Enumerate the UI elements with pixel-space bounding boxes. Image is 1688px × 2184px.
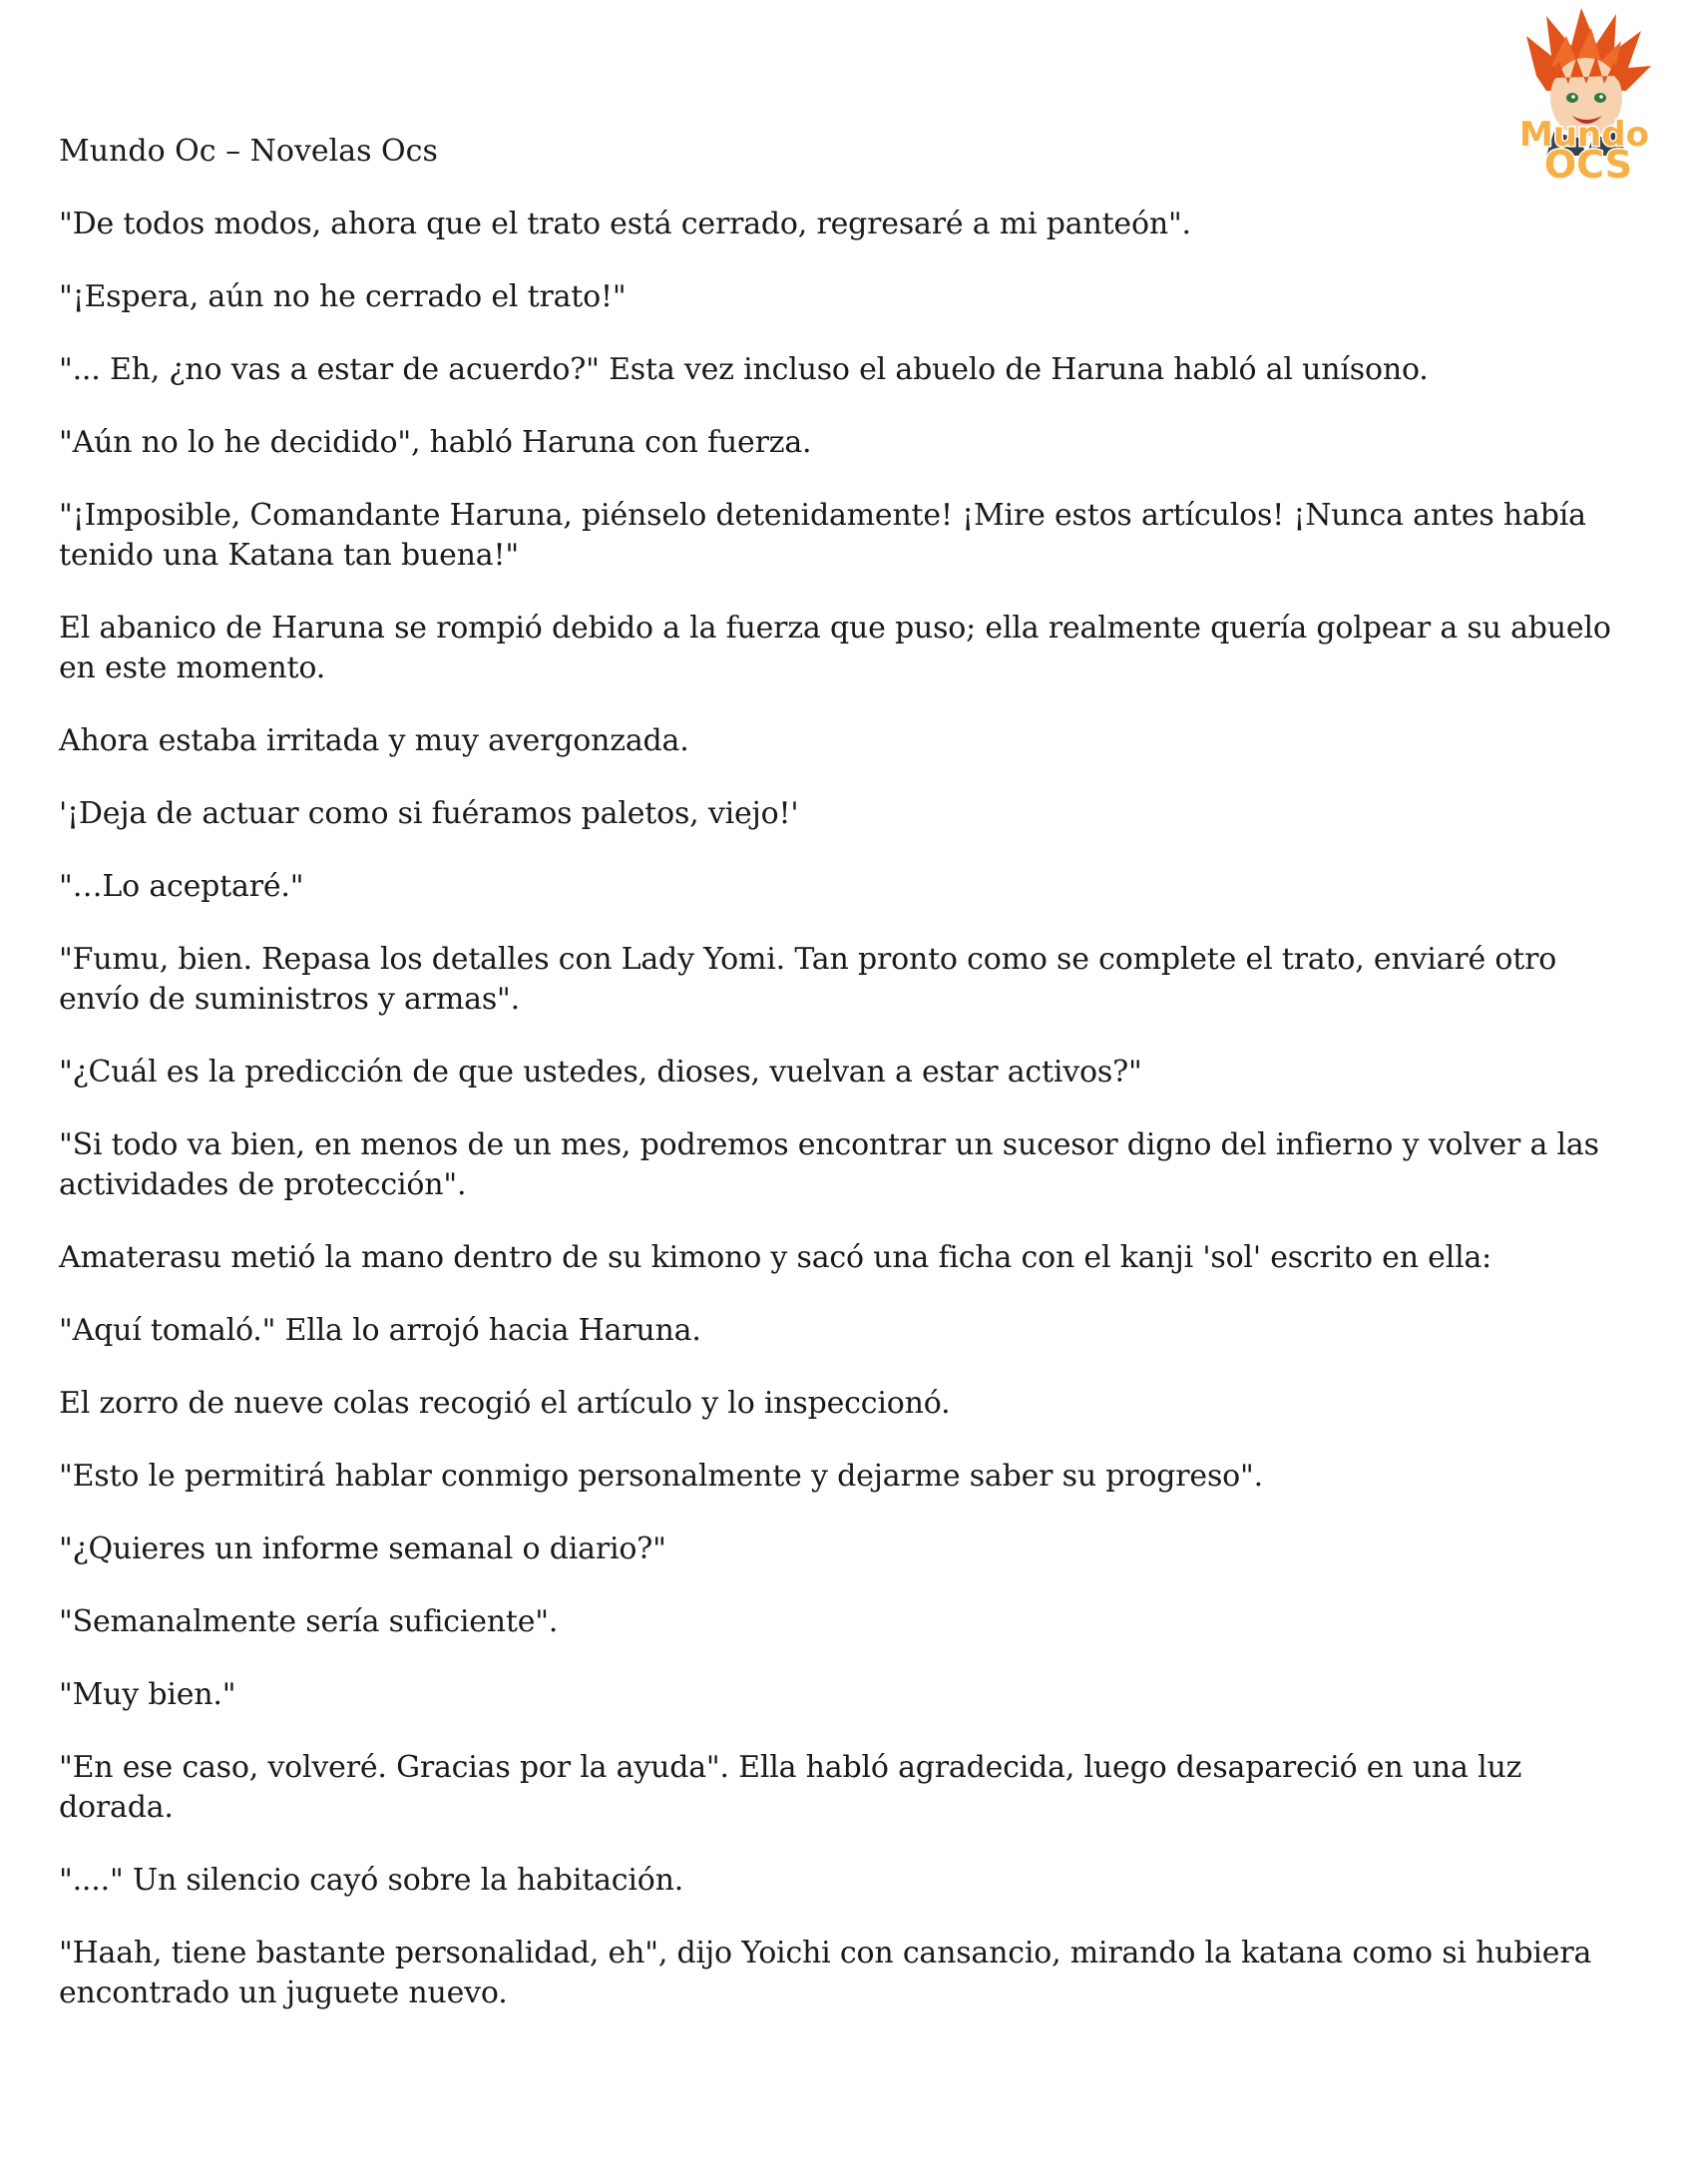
paragraph: "¿Cuál es la predicción de que ustedes, dioses, vuelvan a estar activos?": [59, 1055, 1142, 1090]
paragraph: El abanico de Haruna se rompió debido a la fuerza que puso; ella realmente quería golpear a su abuelo en este momento.: [59, 611, 1611, 685]
logo-text-mundo: Mundo: [1519, 115, 1649, 155]
paragraph: '¡Deja de actuar como si fuéramos paletos, viejo!': [59, 796, 799, 831]
paragraph: Amaterasu metió la mano dentro de su kimono y sacó una ficha con el kanji 'sol' escrito en ella:: [59, 1240, 1492, 1275]
mascot-logo-icon: [1496, 6, 1672, 186]
paragraph: "Si todo va bien, en menos de un mes, podremos encontrar un sucesor digno del infierno y volver a las actividades de protección".: [59, 1127, 1599, 1202]
document-body: [59, 205, 1635, 2046]
paragraph: "Haah, tiene bastante personalidad, eh", dijo Yoichi con cansancio, mirando la katana como si hubiera encontrado un juguete nuevo.: [59, 1936, 1592, 2010]
paragraph: "¡Espera, aún no he cerrado el trato!": [59, 279, 627, 314]
paragraph: "Fumu, bien. Repasa los detalles con Lady Yomi. Tan pronto como se complete el trato, enviaré otro envío de suministros y armas".: [59, 942, 1557, 1017]
logo-text-ocs: OCS: [1543, 143, 1633, 186]
paragraph: "Esto le permitirá hablar conmigo personalmente y dejarme saber su progreso".: [59, 1459, 1263, 1494]
paragraph: "Semanalmente sería suficiente".: [59, 1604, 559, 1639]
paragraph: "Muy bien.": [59, 1677, 236, 1712]
paragraph: "En ese caso, volveré. Gracias por la ayuda". Ella habló agradecida, luego desapareció en una luz dorada.: [59, 1750, 1522, 1825]
paragraph: "...." Un silencio cayó sobre la habitación.: [59, 1863, 684, 1898]
paragraph: "…Lo aceptaré.": [59, 869, 304, 904]
paragraph: "... Eh, ¿no vas a estar de acuerdo?" Esta vez incluso el abuelo de Haruna habló al unísono.: [59, 352, 1429, 387]
paragraph: El zorro de nueve colas recogió el artículo y lo inspeccionó.: [59, 1386, 951, 1421]
site-title: Mundo Oc – Novelas Ocs: [59, 134, 438, 169]
paragraph: "Aún no lo he decidido", habló Haruna con fuerza.: [59, 425, 812, 460]
paragraph: "¿Quieres un informe semanal o diario?": [59, 1531, 666, 1566]
paragraph: "De todos modos, ahora que el trato está cerrado, regresaré a mi panteón".: [59, 207, 1191, 241]
paragraph: Ahora estaba irritada y muy avergonzada.: [59, 723, 689, 758]
paragraph: "¡Imposible, Comandante Haruna, piénselo detenidamente! ¡Mire estos artículos! ¡Nunca antes había tenido una Katana tan buena!": [59, 498, 1586, 573]
paragraph: "Aquí tomaló." Ella lo arrojó hacia Haruna.: [59, 1313, 701, 1348]
